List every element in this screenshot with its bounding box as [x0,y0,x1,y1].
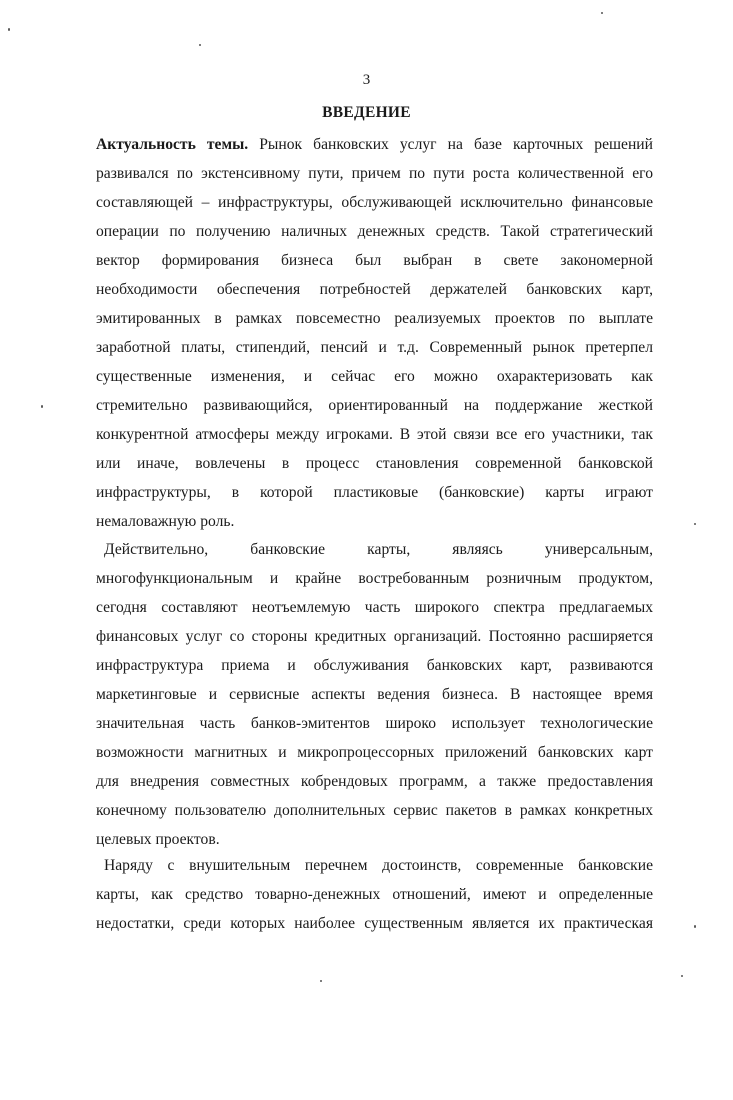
paragraph-1-line: стремительно развивающийся, ориентированный на поддержание жесткой [96,397,653,414]
paragraph-2-line: инфраструктура приема и обслуживания банковских карт, развиваются [96,657,653,674]
scan-speck [681,975,683,977]
paragraph-2 [96,535,653,854]
scan-speck [41,405,43,408]
paragraph-2-line: многофункциональным и крайне востребованным розничным продуктом, [96,570,653,587]
paragraph-1-line [96,130,653,159]
paragraph-2-line: сегодня составляют неотъемлемую часть широкого спектра предлагаемых [96,599,653,616]
paragraph-3 [96,851,653,938]
paragraph-1-line: инфраструктуры, в которой пластиковые (банковские) карты играют [96,484,653,501]
paragraph-1-line: вектор формирования бизнеса был выбран в свете закономерной [96,252,653,269]
paragraph-2-line: конечному пользователю дополнительных сервис пакетов в рамках конкретных [96,802,653,819]
paragraph-2-line: целевых проектов. [96,831,220,848]
paragraph-2-line: для внедрения совместных кобрендовых программ, а также предоставления [96,773,653,790]
paragraph-1 [96,130,653,536]
paragraph-3-line: недостатки, среди которых наиболее существенным является их практическая [96,915,653,932]
paragraph-2-line: возможности магнитных и микропроцессорных приложений банковских карт [96,744,653,761]
paragraph-1-line: существенные изменения, и сейчас его можно охарактеризовать как [96,368,653,385]
scan-speck [8,28,10,31]
scan-speck [320,980,322,982]
paragraph-1-line: необходимости обеспечения потребностей держателей банковских карт, [96,281,653,298]
paragraph-3-line: карты, как средство товарно-денежных отношений, имеют и определенные [96,886,653,903]
paragraph-1-line-text: Рынок банковских услуг на базе карточных решений [248,136,653,153]
scan-speck [694,523,696,525]
scan-speck [694,925,696,928]
paragraph-2-line: маркетинговые и сервисные аспекты ведения бизнеса. В настоящее время [96,686,653,703]
paragraph-1-line: немаловажную роль. [96,513,235,530]
section-title: ВВЕДЕНИЕ [322,104,411,121]
paragraph-2-line: Действительно, банковские карты, являясь универсальным, [104,541,653,558]
paragraph-1-line: составляющей – инфраструктуры, обслуживающей исключительно финансовые [96,194,653,211]
scan-speck [601,12,603,14]
paragraph-2-line: финансовых услуг со стороны кредитных организаций. Постоянно расширяется [96,628,653,645]
lead-heading: Актуальность темы. [96,136,249,153]
paragraph-3-line: Наряду с внушительным перечнем достоинств, современные банковские [104,857,653,874]
paragraph-1-line: эмитированных в рамках повсеместно реализуемых проектов по выплате [96,310,653,327]
paragraph-1-line: конкурентной атмосферы между игроками. В этой связи все его участники, так [96,426,653,443]
page-number: 3 [362,72,371,88]
paragraph-1-line: развивался по экстенсивному пути, причем по пути роста количественной его [96,165,653,182]
paragraph-1-line: или иначе, вовлечены в процесс становления современной банковской [96,455,653,472]
paragraph-1-line: операции по получению наличных денежных средств. Такой стратегический [96,223,653,240]
paragraph-2-line: значительная часть банков-эмитентов широко использует технологические [96,715,653,732]
scan-speck [199,44,201,46]
paragraph-1-line: заработной платы, стипендий, пенсий и т.д. Современный рынок претерпел [96,339,653,356]
